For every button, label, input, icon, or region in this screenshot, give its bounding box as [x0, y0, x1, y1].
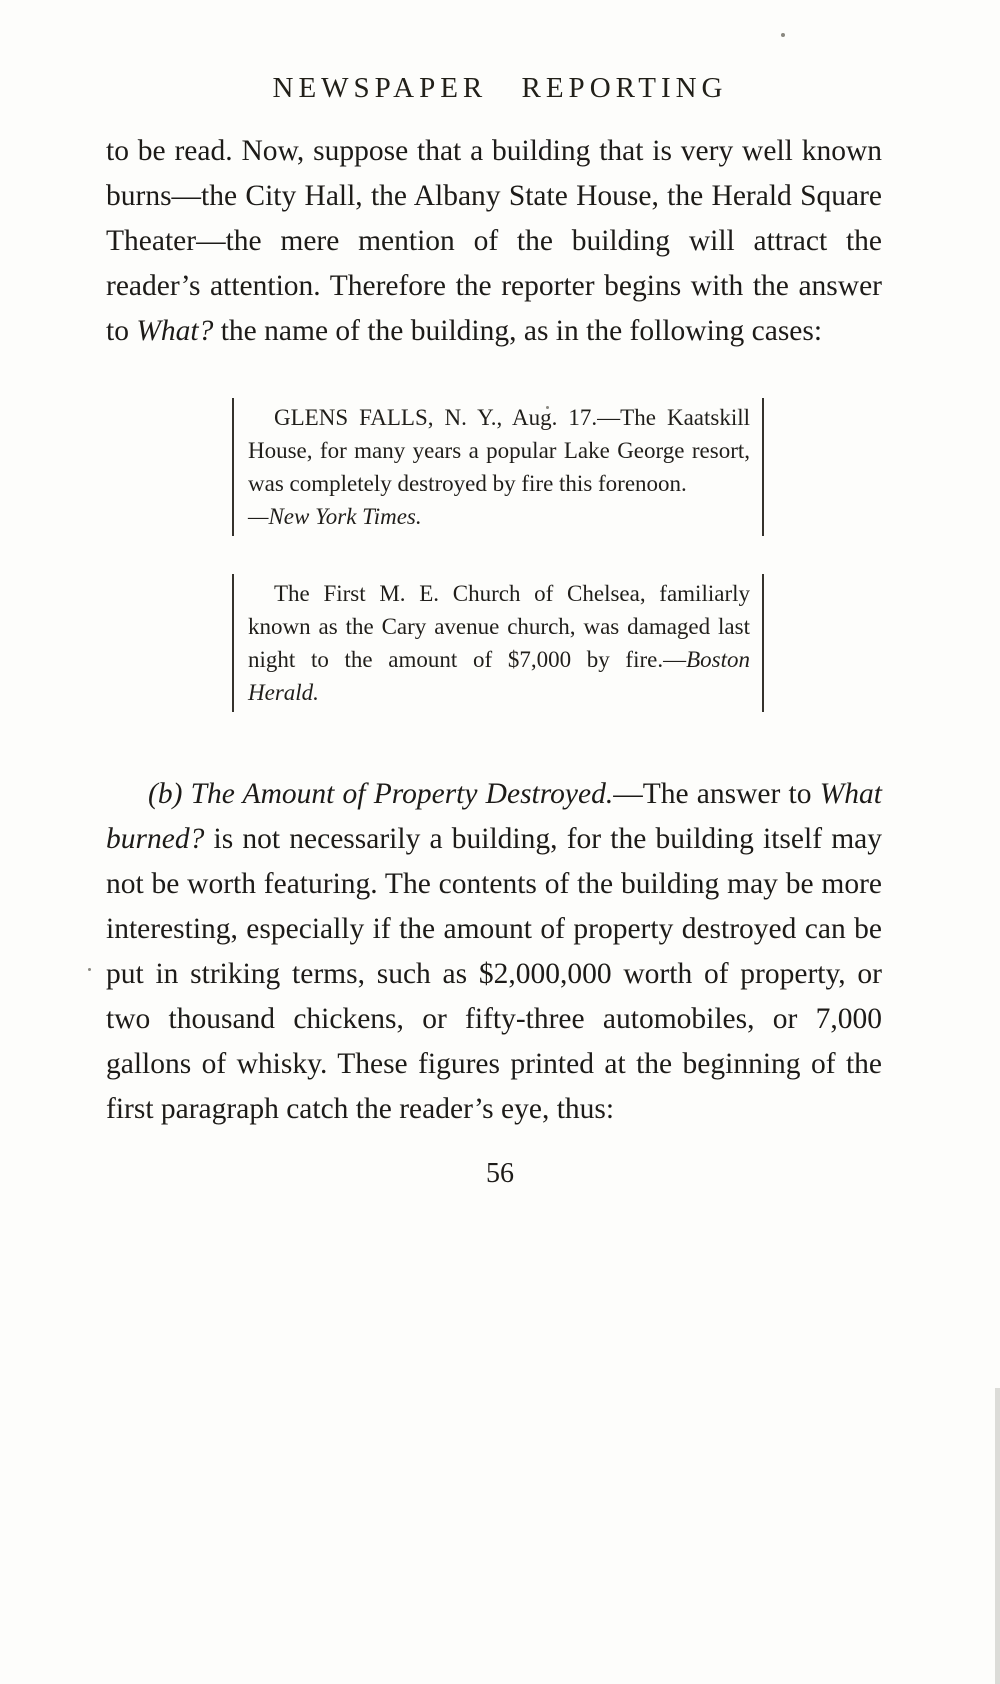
scan-edge-artifact [995, 1388, 1000, 1684]
italic-phrase-what: What? [136, 315, 214, 347]
attribution-text: —New York Times. [248, 504, 422, 529]
section-lead-italic: (b) The Amount of Property Destroyed. [148, 778, 614, 810]
body-paragraph-1 [106, 129, 882, 354]
paragraph-text: to be read. Now, suppose that a building that is very well known burns—the City Hall, the Albany State House, the Herald Square Theater—the mere mention of the building will attract the reader’s attention. Therefore the reporter begins with the answer to [106, 135, 882, 347]
excerpt-body [248, 577, 750, 709]
news-excerpt-chelsea-church [232, 574, 764, 712]
attribution-text: Boston Herald. [248, 647, 750, 705]
paragraph-text: the name of the building, as in the following cases: [213, 315, 823, 347]
body-paragraph-2 [106, 772, 882, 1132]
page-number: 56 [486, 1158, 514, 1189]
news-excerpt-glens-falls [232, 398, 764, 536]
excerpt-body [248, 401, 750, 500]
excerpt-attribution [248, 500, 750, 533]
paragraph-text: —The answer to [613, 778, 820, 810]
paragraph-text: is not necessarily a building, for the building itself may not be worth featuring. The contents of the building may be more interesting, especially if the amount of property destroyed can be put in striking terms, such as $2,000,000 worth of property, or two thousand chickens, or fifty-three automobiles, or 7,000 gallons of whisky. These figures printed at the beginning of the first paragraph catch the reader’s eye, thus: [106, 823, 882, 1125]
excerpt-text: The First M. E. Church of Chelsea, familiarly known as the Cary avenue church, was damaged last night to the amount of $7,000 by fire.— [248, 581, 750, 672]
italic-phrase-what-burned: What burned? [106, 778, 883, 855]
excerpt-text: GLENS FALLS, N. Y., Aug. 17.—The Kaatskill House, for many years a popular Lake George resort, was completely destroyed by fire this forenoon. [248, 405, 750, 496]
page-header: NEWSPAPER REPORTING [272, 72, 728, 104]
scan-speck [781, 33, 785, 37]
scan-speck [88, 968, 91, 971]
